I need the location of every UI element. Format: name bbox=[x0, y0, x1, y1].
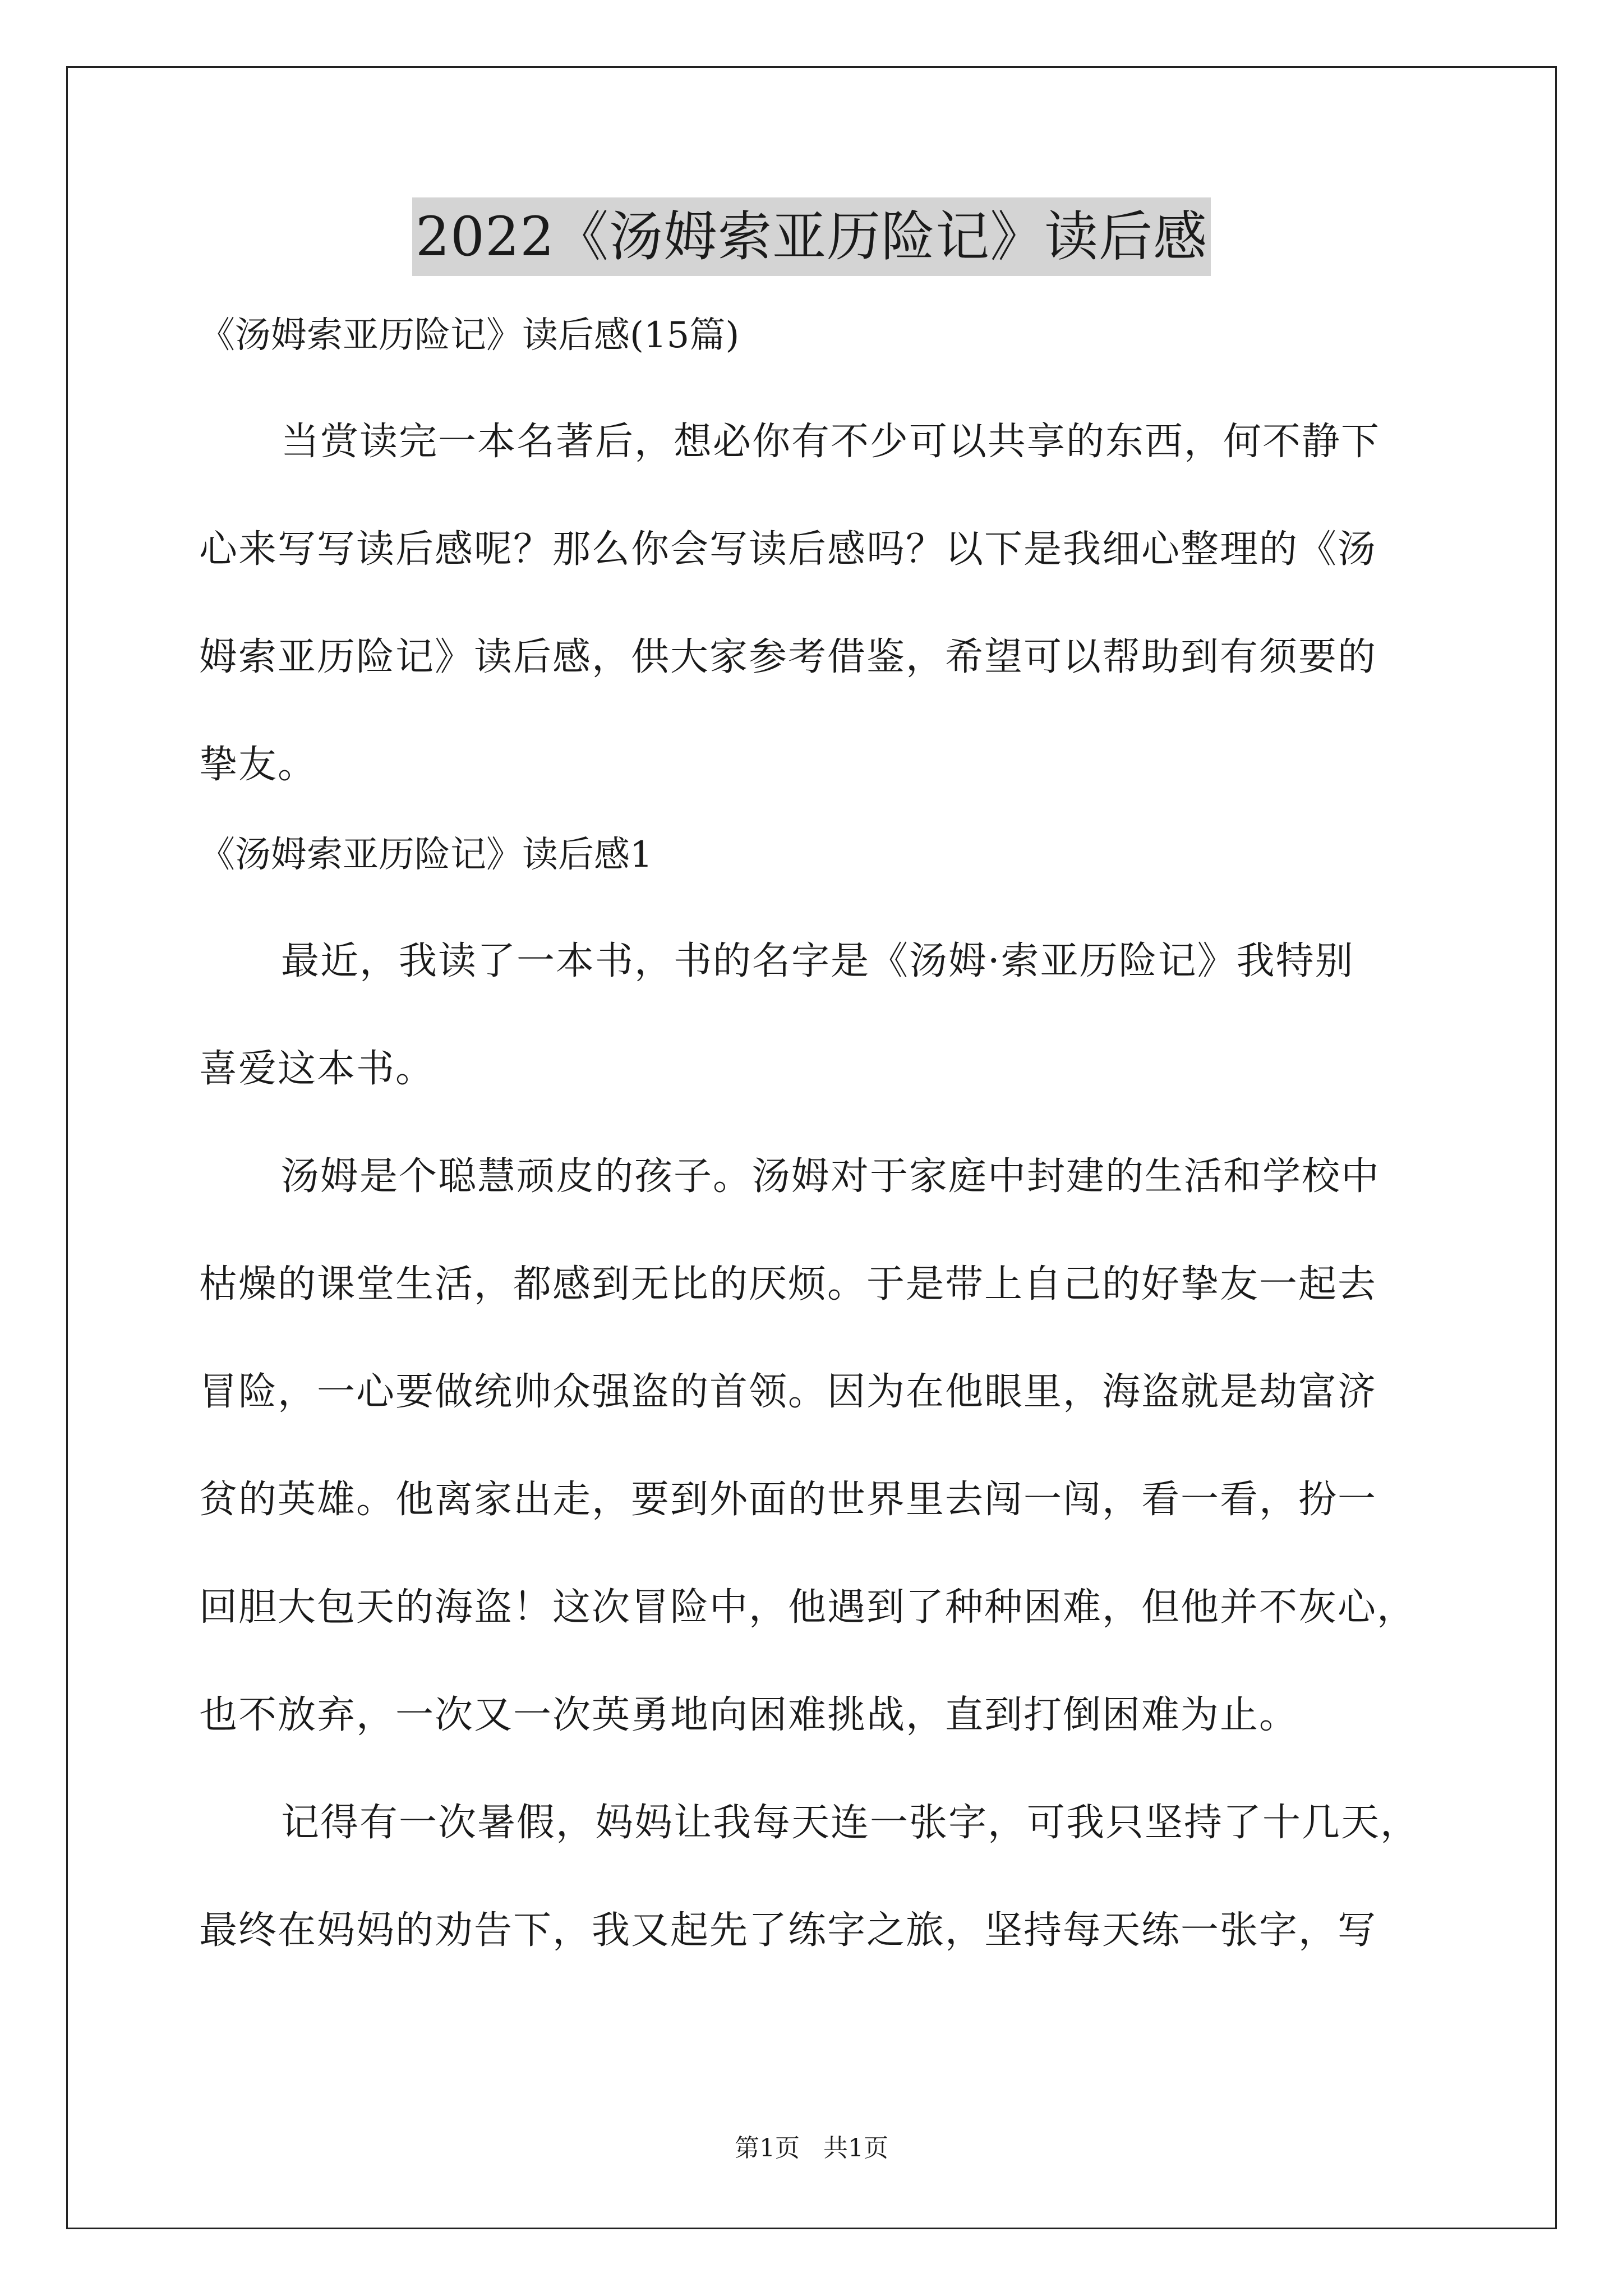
subtitle: 《汤姆索亚历险记》读后感(15篇) bbox=[199, 315, 740, 356]
document-body bbox=[199, 307, 1450, 1985]
document-title: 2022《汤姆索亚历险记》读后感 bbox=[412, 197, 1211, 276]
intro-paragraph: 当赏读完一本名著后，想必你有不少可以共享的东西，何不静下 心来写写读后感呢？那么你会写读后感吗？以下是我细心整理的《汤 姆索亚历险记》读后感，供大家参考借鉴，希望可以帮助到有须要的 挚友。 bbox=[199, 420, 1381, 787]
page-footer: 第1页 共1页 bbox=[735, 2134, 888, 2162]
body-paragraph: 最近，我读了一本书，书的名字是《汤姆·索亚历险记》我特别 喜爱这本书。 bbox=[199, 939, 1354, 1091]
body-paragraph: 记得有一次暑假，妈妈让我每天连一张字，可我只坚持了十几天， 最终在妈妈的劝告下，我又起先了练字之旅，坚持每天练一张字，写 bbox=[199, 1801, 1420, 1953]
body-paragraph: 汤姆是个聪慧顽皮的孩子。汤姆对于家庭中封建的生活和学校中 枯燥的课堂生活，都感到无比的厌烦。于是带上自己的好挚友一起去 冒险，一心要做统帅众强盗的首领。因为在他眼里，海盗就是劫富济 贫的英雄。他离家出走，要到外面的世界里去闯一闯，看一看，扮一 回胆大包天的海盗！这次冒险中，他遇到了种种困难，但他并不灰心， 也不放弃，一次又一次英勇地向困难挑战，直到打倒困难为止。 bbox=[199, 1154, 1417, 1737]
title-container bbox=[0, 197, 1623, 276]
section-heading: 《汤姆索亚历险记》读后感1 bbox=[199, 834, 653, 876]
